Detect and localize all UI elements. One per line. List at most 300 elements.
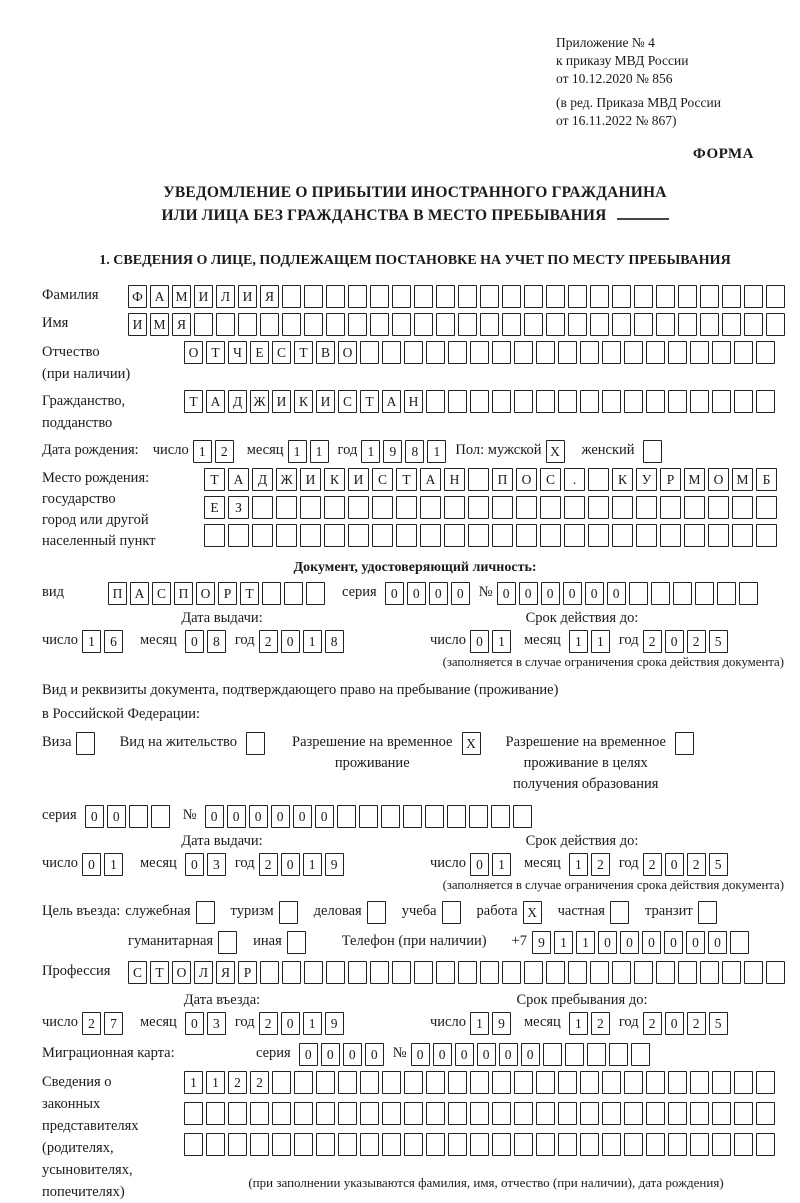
permit-exp-month-cells[interactable] (569, 853, 613, 876)
cell[interactable]: 1 (206, 1071, 225, 1094)
cell[interactable] (690, 1102, 709, 1125)
cell[interactable] (587, 1043, 606, 1066)
cell[interactable]: 0 (519, 582, 538, 605)
cell[interactable] (722, 285, 741, 308)
cell[interactable] (732, 496, 753, 519)
cell[interactable]: 3 (207, 853, 226, 876)
cell[interactable]: С (540, 468, 561, 491)
cell[interactable]: Б (756, 468, 777, 491)
cell[interactable] (646, 390, 665, 413)
cell[interactable] (436, 961, 455, 984)
cell[interactable]: У (636, 468, 657, 491)
cell[interactable] (646, 1102, 665, 1125)
cell[interactable] (624, 341, 643, 364)
cell[interactable]: 1 (492, 630, 511, 653)
cell[interactable] (717, 582, 736, 605)
cell[interactable] (634, 961, 653, 984)
cell[interactable] (492, 341, 511, 364)
cell[interactable]: 1 (303, 1012, 322, 1035)
cell[interactable]: 2 (591, 853, 610, 876)
purpose-tourism-checkbox[interactable] (279, 901, 301, 924)
purpose-humanitarian-checkbox[interactable] (218, 931, 240, 954)
cell[interactable] (480, 285, 499, 308)
cell[interactable]: М (150, 313, 169, 336)
cell[interactable] (250, 1133, 269, 1156)
cell[interactable] (448, 1071, 467, 1094)
cell[interactable] (480, 961, 499, 984)
cell[interactable] (602, 1133, 621, 1156)
cell[interactable] (568, 961, 587, 984)
cell[interactable] (675, 732, 694, 755)
cell[interactable]: П (174, 582, 193, 605)
permit-issue-day-cells[interactable] (82, 853, 126, 876)
cell[interactable]: 1 (193, 440, 212, 463)
purpose-official-checkbox[interactable] (196, 901, 218, 924)
cell[interactable] (631, 1043, 650, 1066)
cell[interactable]: 0 (665, 853, 684, 876)
cell[interactable] (304, 961, 323, 984)
cell[interactable]: 0 (451, 582, 470, 605)
cell[interactable]: 0 (185, 630, 204, 653)
cell[interactable] (426, 1071, 445, 1094)
cell[interactable]: Е (204, 496, 225, 519)
cell[interactable]: Я (260, 285, 279, 308)
cell[interactable]: 2 (215, 440, 234, 463)
cell[interactable] (404, 1102, 423, 1125)
cell[interactable] (470, 341, 489, 364)
cell[interactable] (590, 313, 609, 336)
cell[interactable] (590, 285, 609, 308)
doc-series-cells[interactable] (385, 582, 473, 605)
cell[interactable]: 1 (569, 630, 588, 653)
cell[interactable]: 0 (315, 805, 334, 828)
cell[interactable] (204, 524, 225, 547)
cell[interactable] (708, 524, 729, 547)
cell[interactable] (536, 1071, 555, 1094)
cell[interactable] (564, 496, 585, 519)
cell[interactable]: 3 (207, 1012, 226, 1035)
cell[interactable]: В (316, 341, 335, 364)
cell[interactable] (294, 1102, 313, 1125)
cell[interactable] (194, 313, 213, 336)
birth-year-cells[interactable] (361, 440, 449, 463)
cell[interactable] (540, 496, 561, 519)
cell[interactable] (287, 931, 306, 954)
cell[interactable] (444, 496, 465, 519)
cell[interactable]: 1 (470, 1012, 489, 1035)
cell[interactable] (722, 961, 741, 984)
cell[interactable] (624, 1133, 643, 1156)
cell[interactable] (712, 341, 731, 364)
cell[interactable] (403, 805, 422, 828)
cell[interactable] (206, 1102, 225, 1125)
cell[interactable] (690, 390, 709, 413)
cell[interactable]: 0 (343, 1043, 362, 1066)
cell[interactable] (426, 341, 445, 364)
cell[interactable] (348, 496, 369, 519)
guardians-cells-line3[interactable] (184, 1133, 778, 1156)
cell[interactable] (646, 1071, 665, 1094)
cell[interactable] (426, 390, 445, 413)
cell[interactable] (324, 524, 345, 547)
cell[interactable]: 9 (532, 931, 551, 954)
guardians-cells-line1[interactable] (184, 1071, 778, 1094)
cell[interactable] (367, 901, 386, 924)
cell[interactable] (756, 496, 777, 519)
cell[interactable]: Д (228, 390, 247, 413)
cell[interactable] (370, 285, 389, 308)
cell[interactable] (516, 496, 537, 519)
cell[interactable]: А (420, 468, 441, 491)
cell[interactable] (468, 524, 489, 547)
cell[interactable] (282, 313, 301, 336)
cell[interactable] (196, 901, 215, 924)
doc-issue-month-cells[interactable] (185, 630, 229, 653)
cell[interactable] (382, 341, 401, 364)
birthplace-cells-line1[interactable] (204, 468, 780, 491)
cell[interactable]: 5 (709, 853, 728, 876)
cell[interactable]: 1 (361, 440, 380, 463)
cell[interactable]: А (130, 582, 149, 605)
cell[interactable] (360, 1133, 379, 1156)
cell[interactable] (306, 582, 325, 605)
cell[interactable] (588, 524, 609, 547)
stay-month-cells[interactable] (569, 1012, 613, 1035)
cell[interactable] (536, 390, 555, 413)
cell[interactable] (338, 1071, 357, 1094)
surname-cells[interactable] (128, 285, 788, 308)
doc-exp-year-cells[interactable] (643, 630, 731, 653)
cell[interactable]: С (372, 468, 393, 491)
cell[interactable] (660, 496, 681, 519)
cell[interactable]: X (523, 901, 542, 924)
cell[interactable]: Л (194, 961, 213, 984)
cell[interactable]: 0 (429, 582, 448, 605)
doc-exp-day-cells[interactable] (470, 630, 514, 653)
cell[interactable] (734, 1071, 753, 1094)
cell[interactable]: 1 (591, 630, 610, 653)
cell[interactable] (624, 1071, 643, 1094)
cell[interactable]: А (150, 285, 169, 308)
cell[interactable]: 0 (281, 1012, 300, 1035)
migr-series-cells[interactable] (299, 1043, 387, 1066)
sex-female-checkbox[interactable] (643, 440, 665, 463)
cell[interactable] (602, 1071, 621, 1094)
cell[interactable] (468, 496, 489, 519)
cell[interactable]: И (194, 285, 213, 308)
cell[interactable] (372, 496, 393, 519)
permit-series-cells[interactable] (85, 805, 173, 828)
cell[interactable] (564, 524, 585, 547)
birth-day-cells[interactable] (193, 440, 237, 463)
cell[interactable] (304, 285, 323, 308)
cell[interactable] (568, 313, 587, 336)
cell[interactable] (276, 524, 297, 547)
cell[interactable] (668, 1102, 687, 1125)
cell[interactable] (382, 1071, 401, 1094)
cell[interactable] (516, 524, 537, 547)
cell[interactable] (458, 961, 477, 984)
cell[interactable]: 2 (591, 1012, 610, 1035)
cell[interactable]: О (184, 341, 203, 364)
cell[interactable] (360, 341, 379, 364)
purpose-business-checkbox[interactable] (367, 901, 389, 924)
cell[interactable] (458, 313, 477, 336)
purpose-other-checkbox[interactable] (287, 931, 309, 954)
rvp-education-checkbox[interactable] (675, 732, 697, 755)
cell[interactable] (470, 1133, 489, 1156)
cell[interactable] (588, 468, 609, 491)
cell[interactable] (502, 961, 521, 984)
cell[interactable]: 2 (228, 1071, 247, 1094)
cell[interactable] (673, 582, 692, 605)
cell[interactable] (700, 313, 719, 336)
cell[interactable]: 2 (250, 1071, 269, 1094)
cell[interactable] (272, 1133, 291, 1156)
cell[interactable] (546, 961, 565, 984)
cell[interactable]: Т (206, 341, 225, 364)
cell[interactable]: И (128, 313, 147, 336)
cell[interactable] (744, 961, 763, 984)
cell[interactable] (480, 313, 499, 336)
cell[interactable] (514, 390, 533, 413)
cell[interactable]: Т (396, 468, 417, 491)
cell[interactable] (184, 1102, 203, 1125)
entry-month-cells[interactable] (185, 1012, 229, 1035)
cell[interactable]: 0 (411, 1043, 430, 1066)
cell[interactable]: 0 (470, 853, 489, 876)
cell[interactable] (546, 313, 565, 336)
cell[interactable]: И (238, 285, 257, 308)
cell[interactable] (492, 1071, 511, 1094)
cell[interactable] (250, 1102, 269, 1125)
cell[interactable]: 0 (281, 630, 300, 653)
rvp-checkbox[interactable] (462, 732, 484, 755)
cell[interactable] (360, 1102, 379, 1125)
cell[interactable] (543, 1043, 562, 1066)
cell[interactable]: 9 (383, 440, 402, 463)
cell[interactable] (425, 805, 444, 828)
cell[interactable]: Л (216, 285, 235, 308)
visa-checkbox[interactable] (76, 732, 98, 755)
cell[interactable] (756, 1102, 775, 1125)
doc-issue-year-cells[interactable] (259, 630, 347, 653)
cell[interactable] (766, 285, 785, 308)
cell[interactable] (382, 1133, 401, 1156)
cell[interactable] (260, 313, 279, 336)
cell[interactable] (252, 496, 273, 519)
cell[interactable]: К (612, 468, 633, 491)
cell[interactable] (580, 1133, 599, 1156)
cell[interactable]: 0 (82, 853, 101, 876)
cell[interactable] (359, 805, 378, 828)
cell[interactable]: 0 (185, 1012, 204, 1035)
cell[interactable] (279, 901, 298, 924)
phone-cells[interactable] (532, 931, 752, 954)
cell[interactable] (382, 1102, 401, 1125)
cell[interactable] (444, 524, 465, 547)
cell[interactable]: Д (252, 468, 273, 491)
cell[interactable] (514, 1102, 533, 1125)
cell[interactable]: 9 (325, 1012, 344, 1035)
cell[interactable] (660, 524, 681, 547)
cell[interactable]: Е (250, 341, 269, 364)
permit-number-cells[interactable] (205, 805, 535, 828)
cell[interactable]: С (338, 390, 357, 413)
cell[interactable] (588, 496, 609, 519)
cell[interactable] (492, 1102, 511, 1125)
cell[interactable] (404, 1133, 423, 1156)
cell[interactable] (624, 1102, 643, 1125)
purpose-transit-checkbox[interactable] (698, 901, 720, 924)
cell[interactable]: Р (238, 961, 257, 984)
purpose-work-checkbox[interactable] (523, 901, 545, 924)
firstname-cells[interactable] (128, 313, 788, 336)
cell[interactable] (643, 440, 662, 463)
cell[interactable] (326, 313, 345, 336)
cell[interactable] (684, 496, 705, 519)
stay-year-cells[interactable] (643, 1012, 731, 1035)
cell[interactable] (610, 901, 629, 924)
cell[interactable] (420, 524, 441, 547)
cell[interactable] (646, 1133, 665, 1156)
cell[interactable]: 0 (521, 1043, 540, 1066)
cell[interactable] (734, 1133, 753, 1156)
cell[interactable] (558, 1071, 577, 1094)
cell[interactable]: М (684, 468, 705, 491)
cell[interactable]: 0 (664, 931, 683, 954)
cell[interactable]: 0 (585, 582, 604, 605)
cell[interactable]: 1 (576, 931, 595, 954)
cell[interactable] (76, 732, 95, 755)
cell[interactable]: 0 (607, 582, 626, 605)
permit-issue-year-cells[interactable] (259, 853, 347, 876)
cell[interactable] (668, 390, 687, 413)
cell[interactable]: 0 (433, 1043, 452, 1066)
cell[interactable] (420, 496, 441, 519)
cell[interactable]: 0 (497, 582, 516, 605)
cell[interactable] (756, 524, 777, 547)
cell[interactable]: 1 (288, 440, 307, 463)
doc-type-cells[interactable] (108, 582, 328, 605)
cell[interactable]: 0 (227, 805, 246, 828)
patronymic-cells[interactable] (184, 341, 778, 364)
cell[interactable] (448, 390, 467, 413)
cell[interactable] (514, 1133, 533, 1156)
cell[interactable] (540, 524, 561, 547)
cell[interactable]: Ч (228, 341, 247, 364)
cell[interactable]: А (206, 390, 225, 413)
cell[interactable]: X (546, 440, 565, 463)
cell[interactable] (739, 582, 758, 605)
cell[interactable]: 0 (620, 931, 639, 954)
cell[interactable]: 1 (303, 853, 322, 876)
purpose-study-checkbox[interactable] (442, 901, 464, 924)
cell[interactable] (646, 341, 665, 364)
cell[interactable] (414, 961, 433, 984)
sex-male-checkbox[interactable] (546, 440, 568, 463)
cell[interactable] (370, 961, 389, 984)
cell[interactable] (712, 1102, 731, 1125)
cell[interactable] (348, 285, 367, 308)
cell[interactable] (492, 1133, 511, 1156)
cell[interactable] (708, 496, 729, 519)
cell[interactable] (448, 1102, 467, 1125)
cell[interactable]: Т (184, 390, 203, 413)
cell[interactable] (656, 961, 675, 984)
cell[interactable] (756, 1133, 775, 1156)
cell[interactable] (580, 1071, 599, 1094)
cell[interactable] (218, 931, 237, 954)
cell[interactable] (565, 1043, 584, 1066)
cell[interactable] (396, 524, 417, 547)
cell[interactable]: Я (216, 961, 235, 984)
cell[interactable] (294, 1071, 313, 1094)
cell[interactable]: О (196, 582, 215, 605)
cell[interactable]: 1 (184, 1071, 203, 1094)
cell[interactable] (656, 313, 675, 336)
cell[interactable]: Т (294, 341, 313, 364)
cell[interactable]: 0 (455, 1043, 474, 1066)
birth-month-cells[interactable] (288, 440, 332, 463)
cell[interactable] (238, 313, 257, 336)
cell[interactable]: П (108, 582, 127, 605)
cell[interactable]: 2 (687, 630, 706, 653)
cell[interactable] (216, 313, 235, 336)
cell[interactable] (492, 390, 511, 413)
residence-permit-checkbox[interactable] (246, 732, 268, 755)
doc-exp-month-cells[interactable] (569, 630, 613, 653)
cell[interactable] (326, 961, 345, 984)
cell[interactable]: Ж (250, 390, 269, 413)
cell[interactable] (558, 1102, 577, 1125)
cell[interactable] (590, 961, 609, 984)
cell[interactable]: 0 (365, 1043, 384, 1066)
cell[interactable] (756, 390, 775, 413)
cell[interactable]: 5 (709, 630, 728, 653)
cell[interactable]: 0 (686, 931, 705, 954)
cell[interactable]: 1 (569, 853, 588, 876)
cell[interactable]: 8 (207, 630, 226, 653)
cell[interactable] (206, 1133, 225, 1156)
cell[interactable] (580, 1102, 599, 1125)
cell[interactable] (316, 1071, 335, 1094)
entry-year-cells[interactable] (259, 1012, 347, 1035)
cell[interactable] (514, 1071, 533, 1094)
cell[interactable]: 1 (554, 931, 573, 954)
doc-number-cells[interactable] (497, 582, 761, 605)
cell[interactable]: 2 (643, 630, 662, 653)
cell[interactable] (337, 805, 356, 828)
cell[interactable] (558, 1133, 577, 1156)
cell[interactable] (690, 341, 709, 364)
cell[interactable]: 0 (563, 582, 582, 605)
cell[interactable]: 0 (477, 1043, 496, 1066)
cell[interactable] (690, 1133, 709, 1156)
cell[interactable] (316, 1102, 335, 1125)
cell[interactable] (712, 1071, 731, 1094)
migr-number-cells[interactable] (411, 1043, 653, 1066)
cell[interactable] (700, 285, 719, 308)
cell[interactable] (536, 341, 555, 364)
cell[interactable]: 1 (492, 853, 511, 876)
cell[interactable] (558, 341, 577, 364)
cell[interactable]: 0 (271, 805, 290, 828)
cell[interactable] (436, 285, 455, 308)
cell[interactable]: И (348, 468, 369, 491)
cell[interactable]: 1 (104, 853, 123, 876)
cell[interactable]: 2 (687, 1012, 706, 1035)
